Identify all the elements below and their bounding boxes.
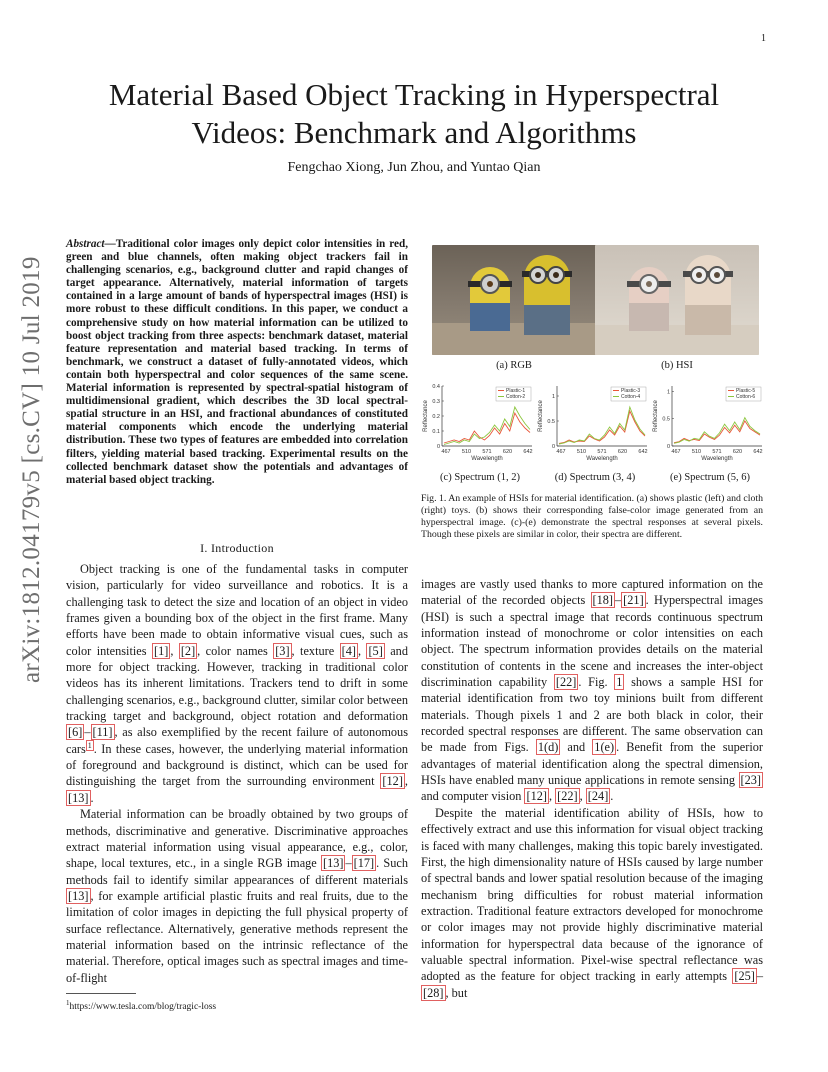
y-tick-label: 0.2 (432, 414, 440, 420)
paper-title (68, 76, 760, 152)
series-line (559, 411, 645, 444)
legend (611, 387, 646, 401)
legend-label: Plastic-3 (621, 388, 641, 394)
y-tick-label: 1 (666, 389, 670, 396)
x-tick-label: 467 (556, 449, 566, 455)
x-tick-label: 642 (523, 449, 533, 455)
legend (496, 387, 531, 401)
citation-link[interactable]: [18] (592, 593, 614, 608)
x-tick-label: 620 (502, 449, 513, 455)
x-axis-label: Wavelength (701, 456, 733, 462)
citation-link[interactable]: [25] (734, 969, 755, 984)
figure-link[interactable]: 1(e) (594, 740, 615, 755)
citation-link[interactable]: [4] (341, 643, 356, 658)
x-tick-label: 571 (597, 449, 607, 455)
citation-link[interactable]: [11] (92, 725, 113, 740)
x-tick-label: 620 (617, 449, 628, 455)
subcaption-rgb: (a) RGB (496, 360, 532, 371)
y-axis-label: Reflectance (538, 400, 544, 432)
subcaption-spectrum-2: (d) Spectrum (3, 4) (554, 472, 636, 483)
subcaption-hsi: (b) HSI (661, 360, 693, 371)
citation-link[interactable]: [22] (555, 675, 577, 690)
y-tick-label: 0 (436, 444, 440, 450)
subcaption-spectrum-3: (e) Spectrum (5, 6) (670, 472, 750, 483)
hsi-photo (595, 245, 759, 355)
legend (726, 387, 761, 401)
spectrum-chart-1 (420, 380, 536, 477)
citation-link[interactable]: [13] (68, 790, 89, 805)
spectrum-chart-2 (535, 380, 651, 477)
citation-link[interactable]: [24] (587, 789, 609, 804)
left-column (66, 561, 408, 986)
citation-link[interactable]: [23] (740, 773, 761, 788)
series-line (444, 413, 530, 443)
series-line (674, 421, 760, 443)
spectrum-plot (420, 380, 536, 472)
legend-label: Cotton-4 (621, 394, 641, 400)
x-tick-label: 642 (753, 449, 763, 455)
minion-toys-false-color-image (595, 245, 759, 355)
x-tick-label: 510 (576, 449, 587, 455)
figure-caption: Fig. 1. An example of HSIs for material identification. (a) shows plastic (left) and cloth (right) toys. (b) shows their corresponding false-color image generated from an hyperspectral image. (c)-(e) demonstrate the spectral responses at several pixels. Though these pixels are similar in color, their spectra are different. (421, 493, 763, 540)
section-heading: I. Introduction (200, 541, 274, 555)
figure-link[interactable]: 1 (616, 675, 623, 690)
citation-link[interactable]: [22] (557, 789, 578, 804)
citation-link[interactable]: [3] (275, 643, 290, 658)
x-tick-label: 510 (691, 449, 702, 455)
legend-label: Cotton-6 (736, 394, 756, 400)
y-tick-label: 0 (551, 444, 555, 450)
x-tick-label: 467 (441, 449, 451, 455)
abstract-label: Abstract (66, 238, 105, 250)
series-line (444, 407, 530, 445)
y-axis-label: Reflectance (653, 400, 659, 432)
author-list: Fengchao Xiong, Jun Zhou, and Yuntao Qian (287, 160, 541, 175)
citation-link[interactable]: [5] (368, 643, 383, 658)
x-tick-label: 467 (671, 449, 681, 455)
legend-label: Cotton-2 (506, 394, 526, 400)
legend-label: Plastic-1 (506, 388, 526, 394)
abstract (66, 238, 408, 487)
x-tick-label: 642 (638, 449, 648, 455)
rgb-photo (432, 245, 596, 355)
citation-link[interactable]: [28] (423, 985, 444, 1000)
legend-label: Plastic-5 (736, 388, 756, 394)
footnote-rule (66, 993, 136, 994)
citation-link[interactable]: [13] (68, 888, 89, 903)
citation-link[interactable]: [13] (322, 856, 344, 871)
x-tick-label: 571 (482, 449, 492, 455)
citation-link[interactable]: [12] (526, 789, 547, 804)
right-paragraph-1: images are vastly used thanks to more captured information on the material of the recorded objects [18] – [21] . Hyperspectral images (HSI) is such a spectral image that records continuous spectrum information instead of monochrome or color intensities on each object. The spectrum information provides details on the material constitution of contents in the scene and increases the inter-object discrimination capability [22] . Fig. 1 shows a sample HSI for material identification from two toy minions built from different materials. Though pixels 1 and 2 are both black in color, their recorded spectral responses are different. The same observation can be made from Figs. 1(d) and 1(e) . Benefit from the superior advantages of material identification along the spectral dimension, HSIs have enabled many unique applications in remote sensing [23] and computer vision [12] , [22] , [24] . (421, 577, 764, 804)
x-tick-label: 571 (712, 449, 722, 455)
page-number: 1 (761, 33, 766, 44)
x-tick-label: 620 (732, 449, 743, 455)
intro-paragraph-2: Material information can be broadly obtained by two groups of methods, discriminative and generative. Discriminative approaches extract material information using visual appearance, e.g., color, shape, local textures, etc., in a single RGB image [13] – [17] . Such methods fail to identify similar appearances of different materials [13] , for example artificial plastic fruits and real fruits, due to the limitation of color images in depicting the full physical property of surface reflectance. Alternatively, generative methods represent the material information based on the intrinsic reflectance of the material. Therefore, optical images such as spectral images and time-of-flight (66, 807, 408, 985)
citation-link[interactable]: [2] (180, 643, 196, 658)
abstract-text: —Traditional color images only depict color intensities in red, green and blue channels, often making object trackers fail in challenging scenarios, e.g., background clutter and rapid changes of target appearance. Alternatively, material information of targets contained in a large amount of bands of hyperspectral images (HSI) is more robust to these difficult conditions. In this paper, we conduct a comprehensive study on how material information can be utilized to boost object tracking from three aspects: benchmark dataset, material feature representation and material based tracking. In terms of benchmark, we construct a dataset of fully-annotated videos, which contain both hyperspectral and color sequences of the same scene. Material information is represented by spectral-spatial histogram of multidimensional gradient, which describes the 3D local spectral-spatial structure in an HSI, and fractional abundances of constituted material components which encode the underlying material distribution. These two types of features are embedded into correlation filters, yielding material based tracking. Experimental results on the collected benchmark dataset show the potentials and advantages of material based object tracking. (66, 238, 408, 486)
citation-link[interactable]: [17] (353, 856, 375, 871)
title-line-1: Material Based Object Tracking in Hyperspectral (108, 77, 720, 112)
y-tick-label: 0.5 (662, 416, 670, 423)
citation-link[interactable]: [21] (623, 593, 644, 608)
arxiv-identifier: arXiv:1812.04179v5 [cs.CV] 10 Jul 2019 (18, 256, 45, 683)
y-tick-label: 1 (551, 394, 555, 400)
x-axis-label: Wavelength (586, 456, 618, 462)
citation-link[interactable]: [1] (153, 643, 169, 658)
citation-link[interactable]: [6] (68, 725, 83, 740)
citation-link[interactable]: [12] (382, 774, 403, 789)
spectrum-plot (535, 380, 651, 472)
title-line-2: Videos: Benchmark and Algorithms (191, 115, 637, 150)
minion-toys-rgb-image (432, 245, 596, 355)
y-tick-label: 0 (666, 444, 670, 450)
right-column (421, 576, 763, 1001)
footnote-link[interactable]: 1 (87, 740, 92, 750)
spectrum-chart-3 (650, 380, 766, 477)
figure-link[interactable]: 1(d) (537, 740, 559, 755)
y-tick-label: 0.4 (432, 384, 440, 390)
footnote (66, 999, 216, 1012)
footnote-mark: 1 (66, 999, 70, 1007)
spectrum-plot (650, 380, 766, 472)
intro-paragraph-1: Object tracking is one of the fundamental tasks in computer vision, particularly for video surveillance and robotics. It is a challenging task to detect the size and location of an object in video frames given a bounding box of the object in the first frame. Many efforts have been made to obtain informative visual cues, such as color intensities [1] , [2] , color names [3] , texture [4] , [5] and more for object tracking. However, tracking in traditional color videos has its inherent limitations. Trackers tend to drift in some challenging scenarios, e.g., background clutter, similar color between tracking target and background, object rotation and deformation [6] – [11] , as also exemplified by the recent failure of autonomous cars $^1$ . In these cases, however, the underlying material information of foreground and background is distinct, which can be used for distinguishing the target from the surrounding environment [12] , [13] . (66, 562, 408, 805)
footnote-url[interactable]: https://www.tesla.com/blog/tragic-loss (69, 1002, 217, 1013)
y-axis-label: Reflectance (423, 400, 429, 432)
x-axis-label: Wavelength (471, 456, 503, 462)
y-tick-label: 0.5 (547, 419, 555, 425)
subcaption-spectrum-1: (c) Spectrum (1, 2) (440, 472, 520, 483)
right-paragraph-2: Despite the material identification ability of HSIs, how to effectively extract and use this information for visual object tracking is faced with many challenges, making this topic barely investigated. First, the high dimensionality nature of HSIs caused by large number of spectral bands and lower spatial resolution because of the imaging mechanism bring difficulties for robust material information extraction. Traditional feature extractors developed for monochrome or color images may not provide highly discriminative material information for hyperspectral data because of the ignorance of valuable spectral information. Pixel-wise spectral reflectance was adopted as the feature for object tracking in early attempts [25] –[28] , but (421, 805, 763, 1000)
x-tick-label: 510 (461, 449, 472, 455)
y-tick-label: 0.1 (432, 429, 440, 435)
y-tick-label: 0.3 (432, 399, 440, 405)
